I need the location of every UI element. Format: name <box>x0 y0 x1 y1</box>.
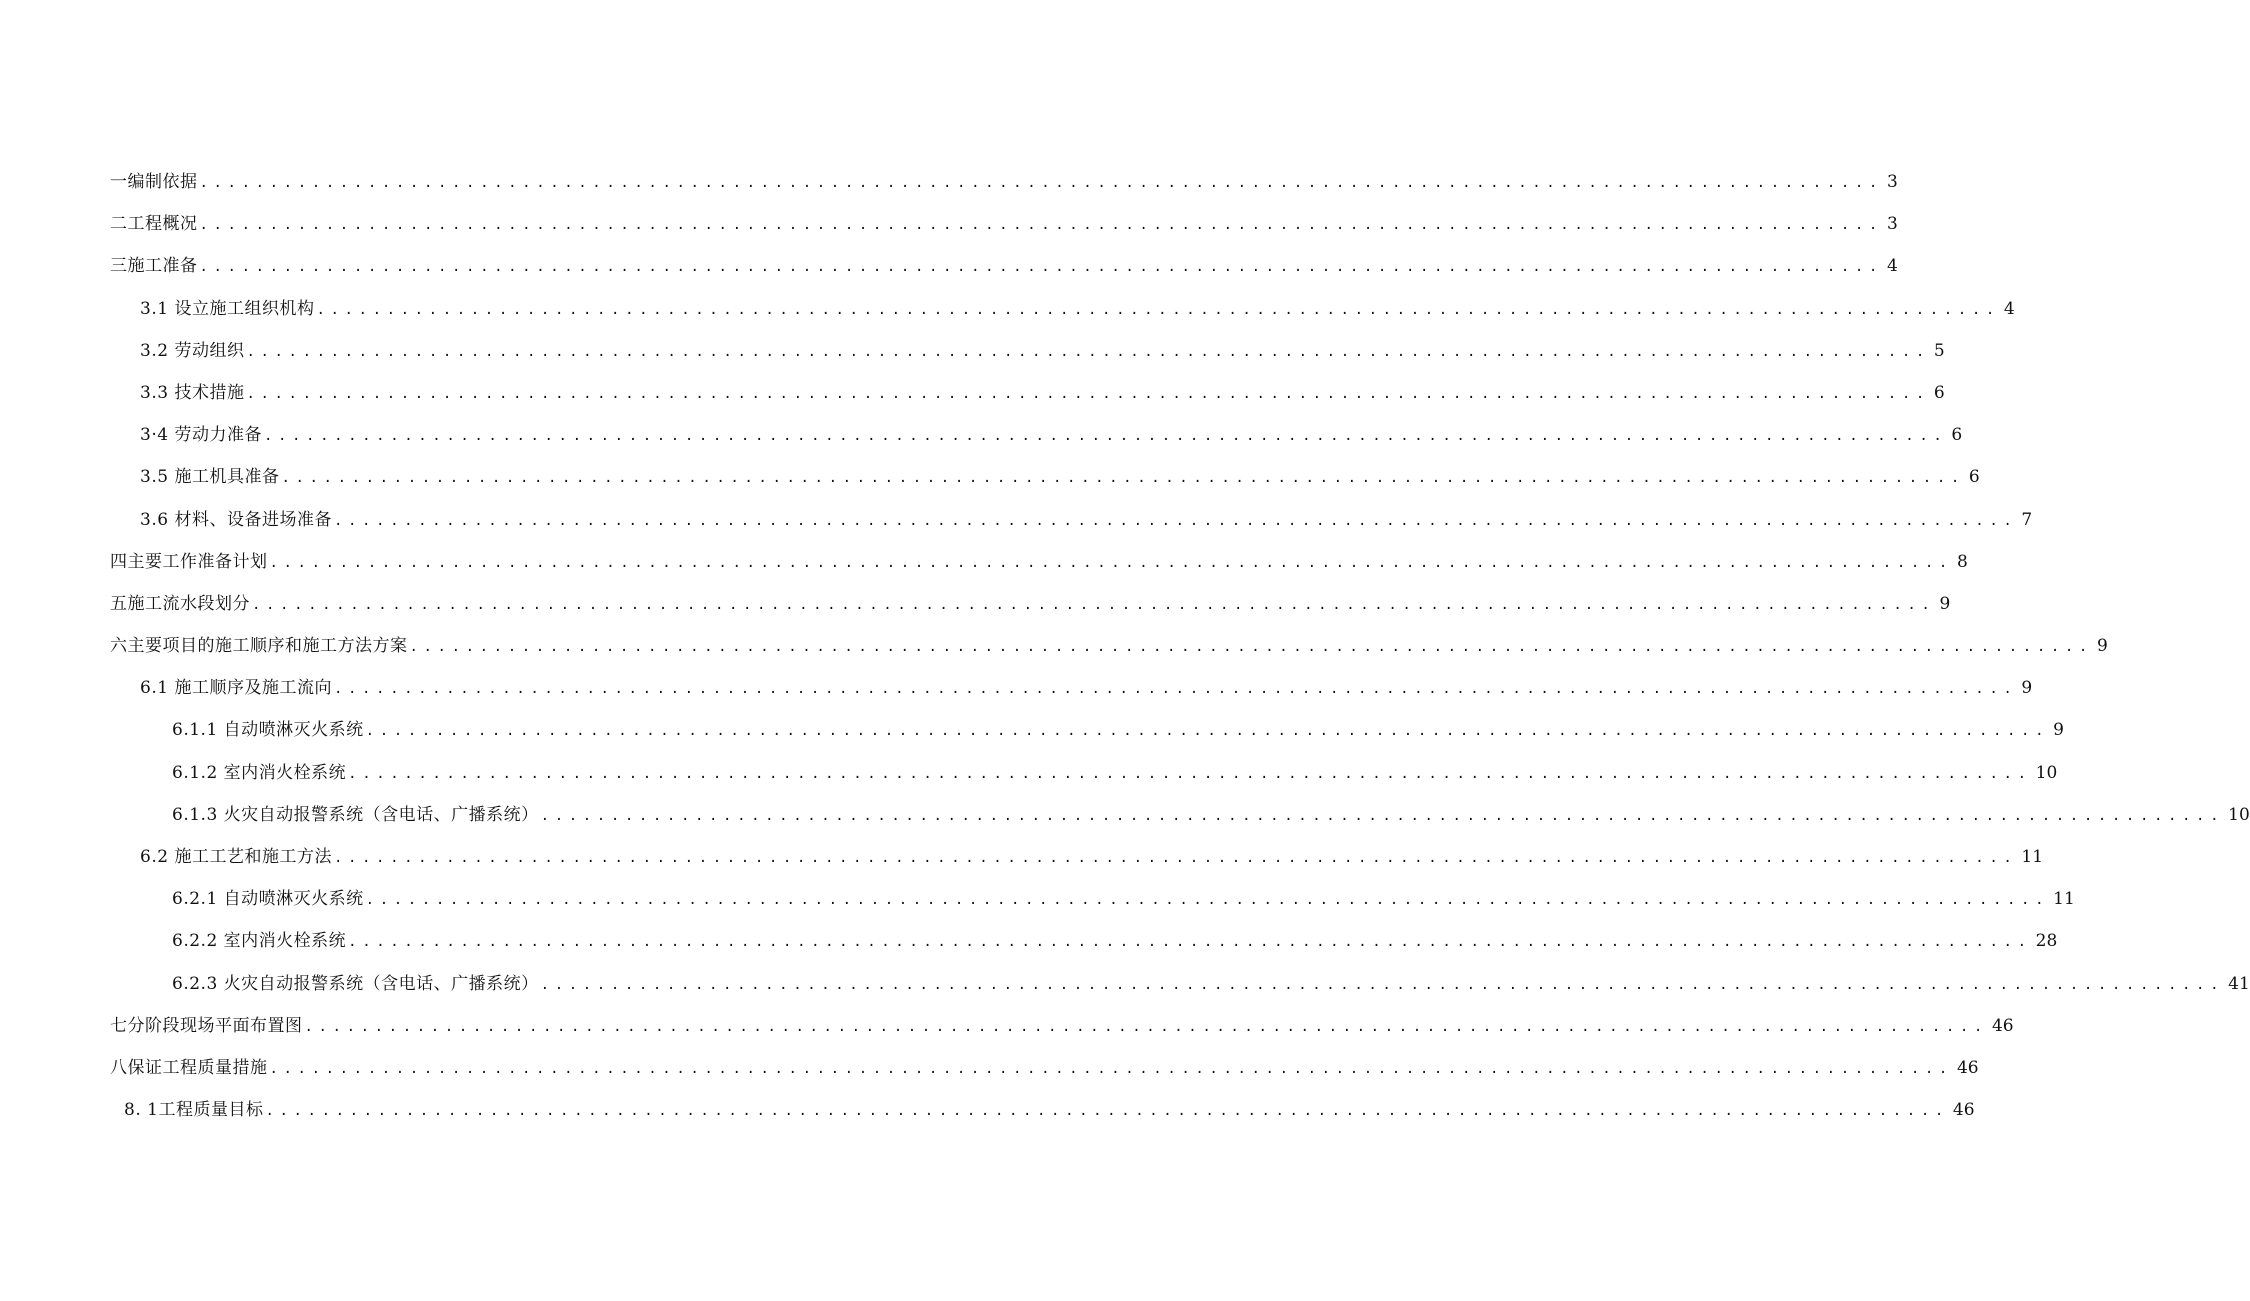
toc-entry[interactable] <box>110 672 2033 714</box>
toc-entry-page: 5 <box>1933 340 1945 361</box>
toc-entry-title: 八保证工程质量措施 <box>110 1057 268 1078</box>
toc-entry[interactable] <box>110 714 2064 756</box>
toc-entry-title: 3.3 技术措施 <box>140 382 245 403</box>
toc-leader-dots: ........................................................................................................................ <box>199 217 1883 234</box>
toc-entry-page: 7 <box>2021 509 2033 530</box>
toc-entry[interactable] <box>110 208 1898 250</box>
toc-entry-page: 3 <box>1886 214 1898 235</box>
toc-entry-page: 46 <box>1952 1100 1975 1121</box>
toc-entry[interactable] <box>110 883 2075 925</box>
toc-entry-title: 6.2.3 火灾自动报警系统（含电话、广播系统） <box>172 973 539 994</box>
toc-entry-page: 4 <box>1886 256 1898 277</box>
toc-entry-page: 6 <box>1951 425 1963 446</box>
toc-entry-title: 四主要工作准备计划 <box>110 551 268 572</box>
toc-entry-page: 8 <box>1956 551 1968 572</box>
toc-entry-title: 3.1 设立施工组织机构 <box>140 298 315 319</box>
toc-entry-page: 46 <box>1956 1057 1979 1078</box>
toc-entry-title: 六主要项目的施工顺序和施工方法方案 <box>110 636 408 657</box>
toc-entry[interactable] <box>110 588 1951 630</box>
toc-entry-title: 一编制依据 <box>110 172 198 192</box>
toc-entry-page: 46 <box>1991 1015 2014 1036</box>
toc-leader-dots: ........................................................................................................................ <box>252 596 1936 613</box>
toc-leader-dots: ........................................................................................................................ <box>199 259 1883 276</box>
toc-leader-dots: ........................................................................................................................ <box>333 681 2018 698</box>
toc-entry-title: 3.5 施工机具准备 <box>140 467 280 488</box>
toc-entry-page: 11 <box>2053 889 2075 910</box>
toc-entry-title: 3.6 材料、设备进场准备 <box>140 509 332 530</box>
toc-entry[interactable] <box>110 1052 1979 1094</box>
toc-entry[interactable] <box>110 293 2015 335</box>
toc-entry[interactable] <box>110 968 2250 1010</box>
toc-entry-title: 3.2 劳动组织 <box>140 340 245 361</box>
toc-entry[interactable] <box>110 166 1898 208</box>
toc-entry[interactable] <box>110 461 1980 503</box>
toc-entry-title: 七分阶段现场平面布置图 <box>110 1015 303 1036</box>
toc-leader-dots: ........................................................................................................................ <box>316 301 2000 318</box>
toc-entry-page: 10 <box>2228 804 2250 825</box>
toc-entry-page: 6 <box>1968 467 1980 488</box>
toc-leader-dots: ........................................................................................................................ <box>199 175 1883 191</box>
toc-entry-title: 6.2.1 自动喷淋灭火系统 <box>172 889 364 910</box>
toc-leader-dots: ........................................................................................................................ <box>333 512 2018 529</box>
toc-leader-dots: ........................................................................................................................ <box>281 470 1965 487</box>
toc-entry[interactable] <box>110 1010 2014 1052</box>
toc-leader-dots: ........................................................................................................................ <box>348 934 2032 951</box>
toc-entry[interactable] <box>110 504 2033 546</box>
toc-leader-dots: ........................................................................................................................ <box>365 892 2050 909</box>
toc-entry-page: 9 <box>2021 678 2033 699</box>
toc-entry[interactable] <box>110 757 2058 799</box>
toc-entry-title: 6.1.2 室内消火栓系统 <box>172 762 347 783</box>
toc-entry-title: 五施工流水段划分 <box>110 593 250 614</box>
toc-entry[interactable] <box>110 799 2250 841</box>
toc-entry-title: 6.1 施工顺序及施工流向 <box>140 678 332 699</box>
toc-entry-page: 41 <box>2228 973 2250 994</box>
toc-entry[interactable] <box>110 1094 1975 1136</box>
toc-entry-page: 3 <box>1886 172 1898 192</box>
toc-entry[interactable] <box>110 841 2044 883</box>
toc-leader-dots: ........................................................................................................................ <box>540 807 2225 824</box>
toc-entry-title: 8. 1工程质量目标 <box>124 1100 264 1121</box>
toc-entry[interactable] <box>110 335 1945 377</box>
toc-leader-dots: ........................................................................................................................ <box>348 765 2032 782</box>
toc-leader-dots: ........................................................................................................................ <box>265 1103 1949 1120</box>
toc-leader-dots: ........................................................................................................................ <box>269 1060 1953 1077</box>
toc-entry-title: 6.2.2 室内消火栓系统 <box>172 931 347 952</box>
toc-entry[interactable] <box>110 377 1945 419</box>
toc-entry[interactable] <box>110 546 1968 588</box>
toc-entry[interactable] <box>110 419 1963 461</box>
table-of-contents <box>110 166 2250 1136</box>
toc-entry-title: 三施工准备 <box>110 256 198 277</box>
toc-leader-dots: ........................................................................................................................ <box>246 385 1930 402</box>
toc-leader-dots: ........................................................................................................................ <box>409 639 2093 656</box>
toc-leader-dots: ........................................................................................................................ <box>333 850 2018 866</box>
toc-entry-page: 28 <box>2035 931 2058 952</box>
toc-entry-page: 10 <box>2035 762 2058 783</box>
toc-entry-page: 9 <box>2053 720 2064 741</box>
toc-entry[interactable] <box>110 630 2108 672</box>
toc-leader-dots: ........................................................................................................................ <box>365 723 2050 740</box>
toc-entry-page: 6 <box>1933 382 1945 403</box>
toc-entry-page: 11 <box>2021 847 2044 867</box>
toc-leader-dots: ........................................................................................................................ <box>540 976 2225 993</box>
toc-entry[interactable] <box>110 925 2058 967</box>
toc-leader-dots: ........................................................................................................................ <box>304 1018 1988 1035</box>
toc-entry-title: 二工程概况 <box>110 214 198 235</box>
toc-entry[interactable] <box>110 250 1898 292</box>
toc-entry-title: 6.1.1 自动喷淋灭火系统 <box>172 720 364 741</box>
toc-leader-dots: ........................................................................................................................ <box>269 554 1953 571</box>
toc-entry-title: 6.1.3 火灾自动报警系统（含电话、广播系统） <box>172 804 539 825</box>
toc-leader-dots: ........................................................................................................................ <box>263 428 1948 445</box>
toc-entry-title: 6.2 施工工艺和施工方法 <box>140 847 332 867</box>
toc-entry-title: 3·4 劳动力准备 <box>140 425 262 446</box>
toc-leader-dots: ........................................................................................................................ <box>246 343 1930 360</box>
toc-entry-page: 4 <box>2003 298 2015 319</box>
toc-entry-page: 9 <box>1939 593 1951 614</box>
toc-entry-page: 9 <box>2096 636 2108 657</box>
